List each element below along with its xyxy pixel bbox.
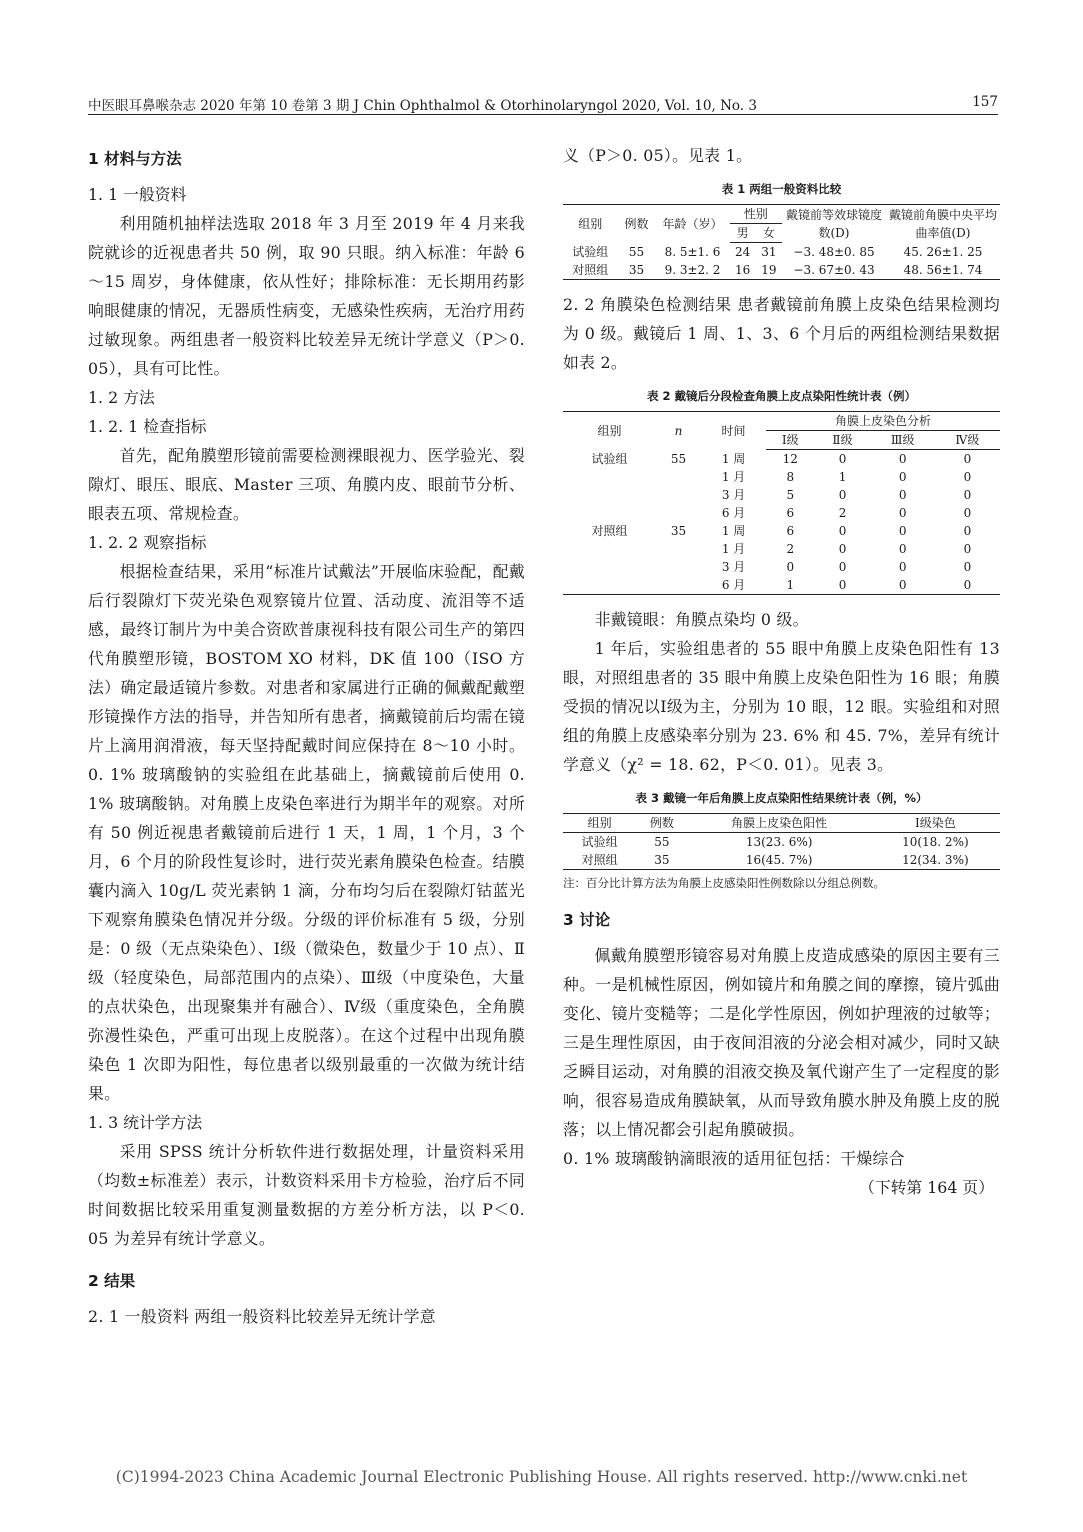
- paragraph: 义（P＞0. 05）。见表 1。: [563, 146, 753, 165]
- table-cell: 0: [898, 560, 907, 574]
- paragraph: 首先，配角膜塑形镜前需要检测裸眼视力、医学验光、裂隙灯、眼压、眼底、Master 三项、角膜内皮、眼前节分析、眼表五项、常规检查。: [88, 446, 525, 523]
- table-cell: 对照组: [563, 851, 636, 870]
- section-heading: 1 材料与方法: [88, 150, 182, 168]
- table-cell: 9. 3±2. 2: [656, 261, 730, 280]
- subsection-heading: 1. 2. 2 观察指标: [88, 533, 207, 552]
- table-cell: 10(18. 2%): [902, 835, 969, 849]
- table-cell: 5: [786, 488, 795, 502]
- table-header: 男: [730, 224, 756, 243]
- table-cell: 试验组: [591, 451, 628, 466]
- table-cell: 0: [898, 506, 907, 520]
- table-cell: [656, 468, 701, 486]
- table-header: 组别: [563, 205, 617, 243]
- copyright-footer: (C)1994-2023 China Academic Journal Electronic Publishing House. All rights reserved. http://www.cnki.net: [115, 1468, 968, 1486]
- table-cell: 48. 56±1. 74: [886, 261, 1000, 280]
- table-row: [563, 243, 1000, 262]
- table-row: [563, 558, 1000, 576]
- table-cell: 0: [898, 470, 907, 484]
- table-row: [563, 486, 1000, 504]
- paragraph: 采用 SPSS 统计分析软件进行数据处理，计量资料采用（均数±标准差）表示，计数资料采用卡方检验，治疗后不同时间数据比较采用重复测量数据的方差分析方法，以 P＜0. 05 为差异有统计学意义。: [88, 1142, 525, 1248]
- table-cell: 0: [838, 524, 847, 538]
- table-cell: 45. 26±1. 25: [903, 244, 983, 259]
- table-cell: 0: [963, 488, 972, 502]
- section-heading: 2 结果: [88, 1272, 136, 1290]
- table-cell: 3 月: [721, 488, 746, 502]
- table-row: [563, 522, 1000, 540]
- table-cell: 0: [963, 506, 972, 520]
- table-cell: [563, 576, 656, 595]
- table-cell: 1 月: [721, 470, 746, 484]
- table-header: 时间: [701, 412, 766, 450]
- header-rule: [88, 114, 998, 115]
- table-cell: 1 月: [721, 542, 746, 556]
- table-cell: 0: [898, 524, 907, 538]
- paragraph: 2. 2 角膜染色检测结果 患者戴镜前角膜上皮染色结果检测均为 0 级。戴镜后 1 周、1、3、6 个月后的两组检测结果数据如表 2。: [563, 295, 1000, 372]
- table-cell: 6: [786, 524, 795, 538]
- page-number: 157: [972, 94, 998, 110]
- table-header: Ⅲ级: [871, 431, 935, 450]
- table-cell: 8: [786, 470, 795, 484]
- table-cell: [563, 486, 656, 504]
- table-row: [563, 833, 1000, 852]
- table-cell: 0: [838, 452, 847, 466]
- table-cell: 0: [898, 452, 907, 466]
- table-cell: 6 月: [701, 576, 766, 595]
- table-cell: 31: [761, 245, 777, 259]
- table-cell: 2: [786, 542, 795, 556]
- table-header: 例数: [636, 814, 687, 833]
- paragraph: 非戴镜眼：角膜点染均 0 级。: [594, 610, 809, 629]
- table-cell: 55: [628, 244, 645, 259]
- table-2: [563, 411, 1000, 595]
- table-header: 年龄（岁）: [656, 205, 730, 243]
- table-cell: 24: [735, 245, 751, 259]
- table-cell: −3. 48±0. 85: [793, 244, 875, 259]
- table-header: Ⅰ级: [766, 431, 814, 450]
- table-cell: 1: [838, 470, 847, 484]
- table-cell: 13(23. 6%): [745, 835, 813, 849]
- table-cell: [656, 540, 701, 558]
- table-cell: 35: [636, 851, 687, 870]
- table-cell: 0: [963, 452, 972, 466]
- table-header: 戴镜前角膜中央平均曲率值(D): [886, 205, 1000, 243]
- table-header: Ⅱ级: [814, 431, 870, 450]
- table-header: 组别: [563, 814, 636, 833]
- table-header: 角膜上皮染色分析: [766, 412, 1000, 431]
- table-cell: 0: [898, 488, 907, 502]
- table-header: n: [656, 412, 701, 450]
- table-cell: 0: [786, 560, 795, 574]
- table-cell: 1: [766, 576, 814, 595]
- table-header: Ⅳ级: [935, 431, 1000, 450]
- left-column: [88, 141, 525, 1331]
- subsection-heading: 1. 2 方法: [88, 388, 155, 407]
- table-cell: 6: [786, 506, 795, 520]
- table-note: 注：百分比计算方法为角膜上皮感染阳性例数除以分组总例数。: [563, 876, 885, 890]
- running-head: [88, 94, 998, 114]
- right-column: [563, 141, 1000, 1202]
- table-cell: 0: [898, 542, 907, 556]
- table-row: [563, 261, 1000, 280]
- table-2-caption: 表 2 戴镜后分段检查角膜上皮点染阳性统计表（例）: [646, 389, 916, 403]
- paragraph: 利用随机抽样法选取 2018 年 3 月至 2019 年 4 月来我院就诊的近视患者共 50 例，取 90 只眼。纳入标准：年龄 6～15 周岁，身体健康，依从性好；排除标准：无长期用药影响眼健康的情况，无器质性病变，无感染性疾病，无治疗用药过敏现象。两组患者一般资料比较差异无统计学意义（P＞0. 05），具有可比性。: [88, 214, 525, 378]
- table-cell: 16(45. 7%): [688, 851, 871, 870]
- table-header: 例数: [617, 205, 655, 243]
- table-cell: 19: [756, 261, 782, 280]
- table-cell: [563, 558, 656, 576]
- table-header: 角膜上皮染色阳性: [688, 814, 871, 833]
- table-cell: 0: [838, 560, 847, 574]
- table-cell: 0: [814, 576, 870, 595]
- table-header: 女: [756, 224, 782, 243]
- table-row: [563, 576, 1000, 595]
- table-row: [563, 450, 1000, 469]
- table-cell: 试验组: [572, 244, 609, 259]
- table-cell: 55: [670, 451, 687, 466]
- table-3: [563, 813, 1000, 870]
- table-cell: 0: [871, 576, 935, 595]
- table-1-caption: 表 1 两组一般资料比较: [721, 182, 842, 196]
- table-cell: −3. 67±0. 43: [782, 261, 886, 280]
- subsection-heading: 1. 2. 1 检查指标: [88, 417, 207, 436]
- subsection-heading: 1. 1 一般资料: [88, 185, 187, 204]
- journal-citation: 中医眼耳鼻喉杂志 2020 年第 10 卷第 3 期 J Chin Ophthalmol & Otorhinolaryngol 2020, Vol. 10, No. 3: [88, 98, 757, 114]
- table-header: 戴镜前等效球镜度数(D): [782, 205, 886, 243]
- table-header: Ⅰ级染色: [871, 814, 1000, 833]
- table-cell: 2: [838, 506, 847, 520]
- table-cell: 0: [838, 542, 847, 556]
- table-cell: 35: [670, 524, 687, 538]
- paragraph: 佩戴角膜塑形镜容易对角膜上皮造成感染的原因主要有三种。一是机械性原因，例如镜片和角膜之间的摩擦，镜片弧曲变化、镜片变糙等；二是化学性原因，例如护理液的过敏等；三是生理性原因，由于夜间泪液的分泌会相对减少，同时又缺乏瞬目运动，对角膜的泪液交换及氧代谢产生了一定程度的影响，很容易造成角膜缺氧，从而导致角膜水肿及角膜上皮的脱落；以上情况都会引起角膜破损。: [563, 946, 1000, 1139]
- paragraph: 2. 1 一般资料 两组一般资料比较差异无统计学意: [88, 1307, 436, 1326]
- table-cell: 55: [654, 835, 670, 849]
- paragraph: 1 年后，实验组患者的 55 眼中角膜上皮染色阳性有 13 眼，对照组患者的 35 眼中角膜上皮染色阳性为 16 眼；角膜受损的情况以Ⅰ级为主，分别为 10 眼，12 眼。实验组和对照组的角膜上皮感染率分别为 23. 6% 和 45. 7%，差异有统计学意义（χ² = 18. 62，P＜0. 01）。见表 3。: [563, 639, 1000, 774]
- table-row: [563, 851, 1000, 870]
- table-cell: 16: [730, 261, 756, 280]
- table-cell: 对照组: [591, 524, 628, 538]
- table-cell: 试验组: [581, 835, 618, 849]
- table-header: 性别: [730, 205, 782, 224]
- table-cell: 8. 5±1. 6: [664, 244, 721, 259]
- table-row: [563, 504, 1000, 522]
- table-cell: [563, 540, 656, 558]
- table-cell: [656, 486, 701, 504]
- table-cell: [563, 504, 656, 522]
- table-1: [563, 204, 1000, 280]
- table-cell: 0: [838, 488, 847, 502]
- section-heading: 3 讨论: [563, 911, 611, 929]
- table-cell: 0: [963, 524, 972, 538]
- table-cell: [563, 468, 656, 486]
- table-header: 组别: [563, 412, 656, 450]
- table-cell: 12: [782, 452, 798, 466]
- table-cell: 对照组: [563, 261, 617, 280]
- subsection-heading: 1. 3 统计学方法: [88, 1113, 203, 1132]
- continued-note: （下转第 164 页）: [859, 1178, 994, 1197]
- table-cell: 0: [963, 470, 972, 484]
- table-cell: 35: [617, 261, 655, 280]
- table-row: [563, 540, 1000, 558]
- table-cell: 1 周: [721, 524, 746, 538]
- table-cell: [656, 504, 701, 522]
- table-row: [563, 468, 1000, 486]
- paragraph: 根据检查结果，采用“标准片试戴法”开展临床验配，配戴后行裂隙灯下荧光染色观察镜片位置、活动度、流泪等不适感，最终订制片为中美合资欧普康视科技有限公司生产的第四代角膜塑形镜，BOSTOM XO 材料，DK 值 100（ISO 方法）确定最适镜片参数。对患者和家属进行正确的佩戴配戴塑形镜操作方法的指导，并告知所有患者，摘戴镜前后均需在镜片上滴用润滑液，每天坚持配戴时间应保持在 8～10 小时。0. 1% 玻璃酸钠的实验组在此基础上，摘戴镜前后使用 0. 1% 玻璃酸钠。对角膜上皮染色率进行为期半年的观察。对所有 50 例近视患者戴镜前后进行 1 天，1 周，1 个月，3 个月，6 个月的阶段性复诊时，进行荧光素角膜染色检查。结膜囊内滴入 10g/L 荧光素钠 1 滴，分布均匀后在裂隙灯钴蓝光下观察角膜染色情况并分级。分级的评价标准有 5 级，分别是：0 级（无点染染色）、Ⅰ级（微染色，数量少于 10 点）、Ⅱ级（轻度染色，局部范围内的点染）、Ⅲ级（中度染色，大量的点状染色，出现聚集并有融合）、Ⅳ级（重度染色，全角膜弥漫性染色，严重可出现上皮脱落）。在这个过程中出现角膜染色 1 次即为阳性，每位患者以级别最重的一次做为统计结果。: [88, 562, 525, 1103]
- table-cell: 0: [963, 560, 972, 574]
- table-cell: 6 月: [721, 506, 746, 520]
- table-cell: 0: [935, 576, 1000, 595]
- table-cell: [656, 558, 701, 576]
- table-3-caption: 表 3 戴镜一年后角膜上皮点染阳性结果统计表（例，%）: [635, 791, 928, 805]
- table-cell: 0: [963, 542, 972, 556]
- table-cell: 3 月: [721, 560, 746, 574]
- table-cell: 12(34. 3%): [871, 851, 1000, 870]
- table-cell: [656, 576, 701, 595]
- table-cell: 1 周: [721, 451, 746, 466]
- paragraph: 0. 1% 玻璃酸钠滴眼液的适用征包括：干燥综合: [563, 1149, 905, 1168]
